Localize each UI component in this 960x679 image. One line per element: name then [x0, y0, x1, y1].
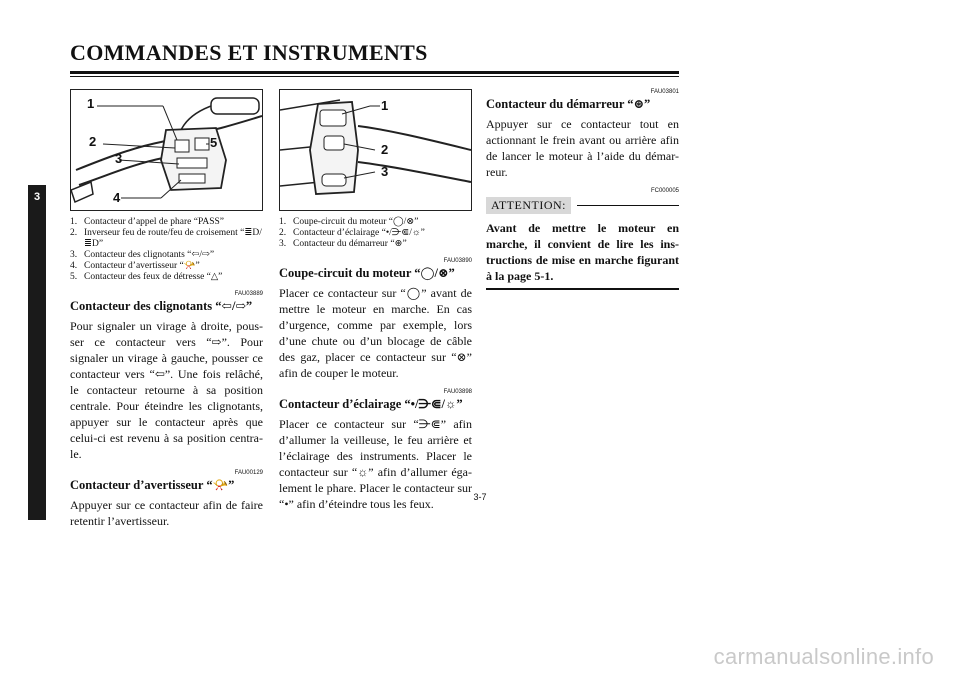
caption-item: 3. Contacteur des clignotants “⇦/⇨” — [70, 250, 215, 260]
callout-2: 2 — [89, 134, 97, 149]
ref-code: FAU03898 — [443, 389, 472, 395]
attention-rule — [577, 205, 679, 206]
page-title: COMMANDES ET INSTRUMENTS — [70, 40, 428, 65]
column-middle — [279, 89, 472, 512]
section-body: Placer ce contacteur sur “⋺⋐” afin d’allumer la veilleuse, le feu arrière et l’éclairage des instruments. Placer le contacteur sur “☼” afin d’allumer éga-lement le phare. Placer le contacteur sur “•” afin d’éteindre tous les feux. — [279, 417, 472, 511]
column-left — [70, 89, 263, 529]
section-body: Appuyer sur ce contacteur afin de faire retentir l’avertisseur. — [70, 498, 263, 528]
chapter-tab-number: 3 — [33, 191, 41, 203]
callout-3: 3 — [115, 151, 123, 166]
attention-end-rule — [486, 288, 679, 290]
section-heading: Contacteur du démarreur “⊛” — [486, 97, 651, 111]
attention-body: Avant de mettre le moteur en marche, il convient de lire les ins-tructions de mise en marche figurant à la page 5-1. — [486, 221, 679, 283]
ref-code: FAU03889 — [234, 291, 263, 297]
figure-caption-list — [279, 217, 472, 250]
callout-5: 5 — [210, 135, 218, 150]
right-handlebar-figure — [279, 89, 472, 211]
caption-item: 2. Contacteur d’éclairage “•/⋺⋐/☼” — [279, 228, 425, 238]
attention-banner — [486, 197, 679, 214]
ref-code: FAU03801 — [650, 89, 679, 95]
caption-item: 1. Coupe-circuit du moteur “◯/⊗” — [279, 217, 419, 227]
caption-item: 5. Contacteur des feux de détresse “△” — [70, 272, 223, 282]
chapter-tab — [28, 185, 46, 520]
watermark: carmanualsonline.info — [713, 644, 934, 669]
section-heading: Contacteur des clignotants “⇦/⇨” — [70, 299, 253, 313]
header-rule-thin — [70, 76, 679, 77]
left-handlebar-drawing — [71, 90, 262, 210]
right-handlebar-drawing — [280, 90, 471, 210]
section-heading: Contacteur d’avertisseur “📯” — [70, 478, 235, 492]
figure-caption-list — [70, 217, 263, 283]
caption-item: 1. Contacteur d’appel de phare “PASS” — [70, 217, 224, 227]
section-body: Pour signaler un virage à droite, pous-ser ce contacteur vers “⇨”. Pour signaler un virage à gauche, pousser ce contacteur vers “⇦”. Une fois relâché, le contacteur retourne à sa position centrale. Pour éteindre les clignotants, appuyer sur le contacteur après que celui-ci est revenu à sa position centra-le. — [70, 319, 263, 461]
callout-1: 1 — [87, 96, 95, 111]
left-handlebar-figure — [70, 89, 263, 211]
column-right — [486, 89, 679, 290]
ref-code: FC000005 — [650, 188, 679, 194]
page-number: 3-7 — [473, 492, 487, 502]
callout-4: 4 — [113, 190, 121, 205]
caption-item: 4. Contacteur d’avertisseur “📯” — [70, 261, 200, 271]
ref-code: FAU00129 — [234, 470, 263, 476]
callout-2: 2 — [381, 142, 389, 157]
section-heading: Contacteur d’éclairage “•/⋺⋐/☼” — [279, 397, 463, 411]
section-heading: Coupe-circuit du moteur “◯/⊗” — [279, 266, 455, 280]
section-body: Placer ce contacteur sur “◯” avant de mettre le moteur en marche. En cas d’urgence, comme par exemple, lors d’une chute ou d’un blocage de câble des gaz, placer ce contacteur sur “⊗” afin de couper le moteur. — [279, 286, 472, 380]
callout-1: 1 — [381, 98, 389, 113]
caption-item: 2. Inverseur feu de route/feu de croisement “≣D/≣D” — [70, 228, 262, 249]
callout-3: 3 — [381, 164, 389, 179]
section-body: Appuyer sur ce contacteur tout en actionnant le frein avant ou arrière afin de lancer le moteur à l’aide du démar-reur. — [486, 117, 679, 179]
ref-code: FAU03890 — [443, 258, 472, 264]
header-rule-thick — [70, 71, 679, 74]
caption-item: 3. Contacteur du démarreur “⊛” — [279, 239, 407, 249]
attention-label: ATTENTION: — [486, 197, 571, 214]
